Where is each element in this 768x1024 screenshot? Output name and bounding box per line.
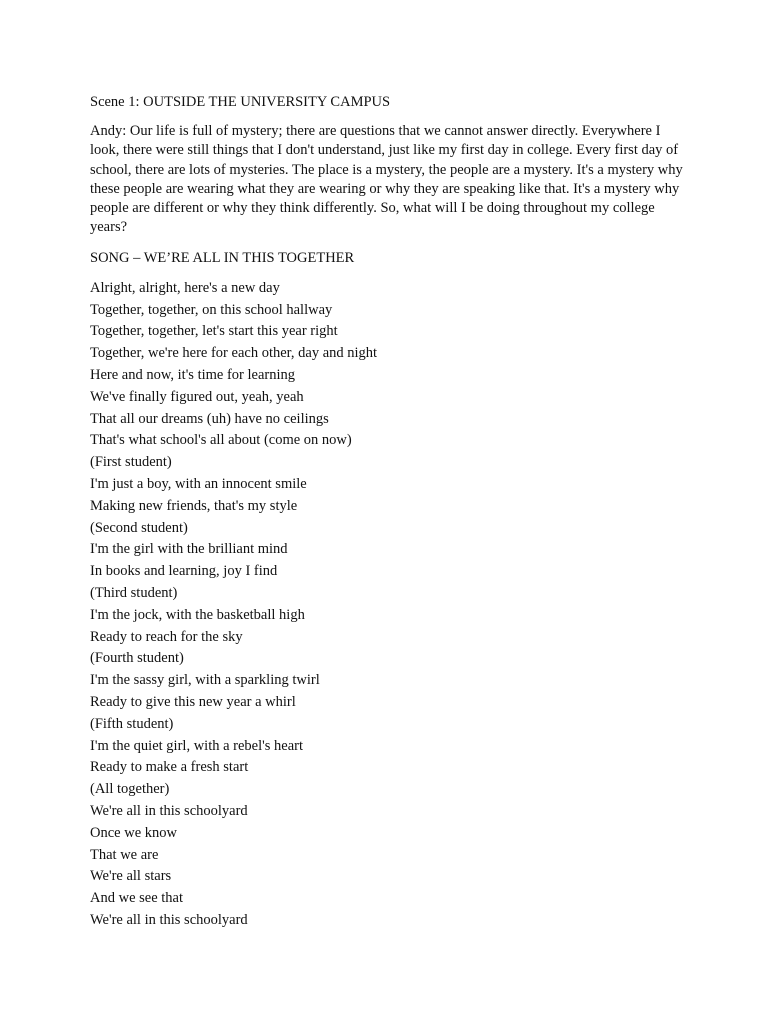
lyric-line: (All together): [90, 781, 170, 798]
lyric-line: (Third student): [90, 584, 178, 601]
lyric-line: That we are: [90, 846, 159, 863]
lyric-line: We've finally figured out, yeah, yeah: [90, 388, 304, 405]
lyric-line: (First student): [90, 454, 172, 471]
lyric-line: I'm the quiet girl, with a rebel's heart: [90, 737, 303, 754]
lyric-line: I'm the jock, with the basketball high: [90, 606, 305, 623]
lyric-line: Ready to reach for the sky: [90, 628, 243, 645]
lyric-line: We're all in this schoolyard: [90, 802, 248, 819]
lyric-line: Ready to give this new year a whirl: [90, 693, 296, 710]
document-page: [90, 92, 690, 932]
lyric-line: Together, we're here for each other, day and night: [90, 345, 378, 362]
lyric-line: Once we know: [90, 824, 177, 841]
lyric-line: We're all stars: [90, 868, 172, 885]
andy-monologue: Andy: Our life is full of mystery; there are questions that we cannot answer directly. Everywhere I look, there were still things that I don't understand, just like my first day in college. Every first day of school, there are lots of mysteries. The place is a mystery, the people are a mystery. It's a mystery why these people are wearing what they are wearing or why they are speaking like that. It's a mystery why people are different or why they think differently. So, what will I be doing throughout my college years?: [90, 123, 683, 236]
lyric-line: Making new friends, that's my style: [90, 497, 298, 514]
lyrics-list: [90, 278, 690, 932]
lyric-line: (Second student): [90, 519, 188, 536]
lyric-line: That all our dreams (uh) have no ceilings: [90, 410, 329, 427]
lyric-line: We're all in this schoolyard: [90, 911, 248, 928]
lyric-line: I'm just a boy, with an innocent smile: [90, 475, 307, 492]
lyric-line: I'm the sassy girl, with a sparkling twirl: [90, 672, 320, 689]
lyric-line: And we see that: [90, 890, 184, 907]
lyric-line: That's what school's all about (come on now): [90, 432, 352, 449]
lyric-line: Together, together, let's start this year right: [90, 323, 338, 340]
lyric-line: In books and learning, joy I find: [90, 563, 278, 580]
lyric-line: Alright, alright, here's a new day: [90, 279, 280, 296]
lyric-line: (Fourth student): [90, 650, 184, 667]
song-title: SONG – WE’RE ALL IN THIS TOGETHER: [90, 249, 355, 266]
lyric-line: Here and now, it's time for learning: [90, 366, 296, 383]
lyric-line: (Fifth student): [90, 715, 174, 732]
lyric-line: I'm the girl with the brilliant mind: [90, 541, 288, 558]
scene-heading: Scene 1: OUTSIDE THE UNIVERSITY CAMPUS: [90, 94, 391, 110]
lyric-line: Ready to make a fresh start: [90, 759, 249, 776]
lyric-line: Together, together, on this school hallway: [90, 301, 333, 318]
